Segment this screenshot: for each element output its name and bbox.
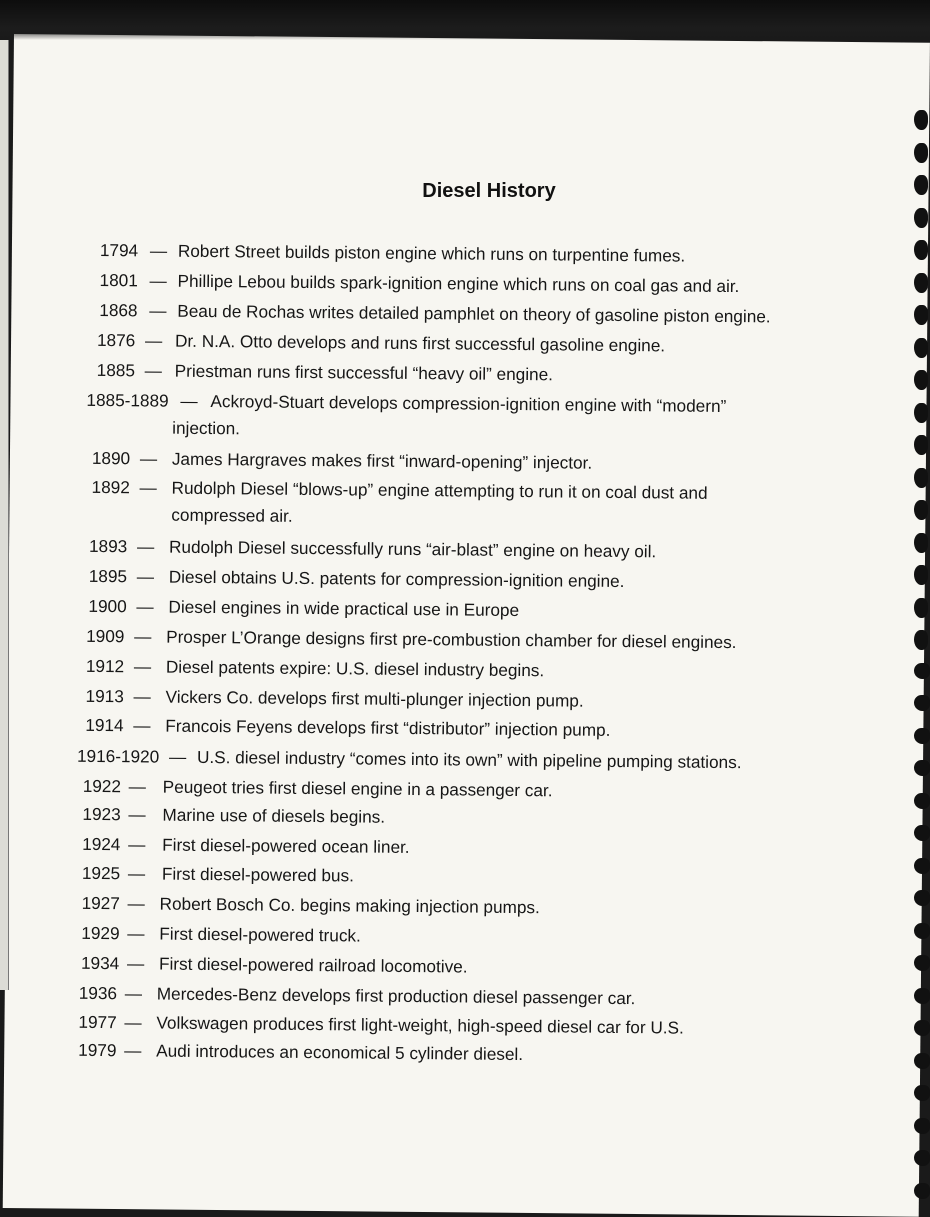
- entry-text: Prosper L’Orange designs first pre-combustion chamber for diesel engines.: [166, 626, 737, 653]
- entry-dash: —: [124, 1012, 142, 1033]
- binding-hole: [914, 370, 928, 390]
- entry-dash: —: [128, 776, 147, 797]
- entry-year: 1936: [78, 982, 118, 1004]
- binding-hole: [914, 1085, 930, 1101]
- scan-top-shadow: [0, 0, 930, 40]
- entry-year: 1913: [85, 685, 124, 707]
- binding-hole: [914, 1150, 930, 1166]
- binding-hole: [914, 1118, 930, 1134]
- binding-hole: [914, 208, 928, 228]
- entry-text: U.S. diesel industry “comes into its own” with pipeline pumping stations.: [196, 746, 742, 773]
- entry-text: First diesel-powered truck.: [159, 923, 361, 946]
- binding-hole: [914, 565, 928, 585]
- binding-hole: [914, 1053, 930, 1069]
- entry-year: 1876: [96, 329, 136, 351]
- entry-dash: —: [126, 953, 145, 974]
- entry-dash: —: [133, 715, 151, 736]
- entry-dash: —: [149, 300, 167, 321]
- entry-year: 1890: [91, 447, 131, 469]
- entry-text: Ackroyd-Stuart develops compression-ignition engine with “modern”: [210, 391, 727, 416]
- entry-dash: —: [136, 596, 154, 617]
- binding-hole: [914, 305, 928, 325]
- entry-text: First diesel-powered bus.: [161, 863, 355, 886]
- entry-year: 1923: [82, 803, 121, 825]
- binding-hole: [914, 273, 928, 293]
- entry-year: 1925: [81, 862, 121, 884]
- entry-year: 1927: [81, 892, 120, 914]
- entry-text: First diesel-powered ocean liner.: [162, 834, 410, 857]
- entry-year: 1892: [91, 476, 130, 498]
- entry-text: Phillipe Lebou builds spark-ignition engine which runs on coal gas and air.: [177, 270, 740, 297]
- spiral-binding: [896, 90, 930, 1208]
- binding-hole: [914, 825, 930, 841]
- binding-hole: [914, 1020, 930, 1036]
- entry-dash: —: [124, 1040, 142, 1061]
- entry-text: Audi introduces an economical 5 cylinder diesel.: [156, 1040, 524, 1065]
- entry-text: Francois Feyens develops first “distributor” injection pump.: [165, 715, 611, 740]
- entry-year: 1895: [88, 565, 128, 587]
- binding-hole: [914, 760, 930, 776]
- entry-dash: —: [124, 983, 143, 1004]
- entry-year: 1979: [78, 1039, 117, 1061]
- binding-hole: [914, 728, 930, 744]
- binding-hole: [914, 403, 928, 423]
- entry-year: 1924: [82, 833, 121, 855]
- entry-text: Peugeot tries first diesel engine in a passenger car.: [162, 776, 553, 801]
- entry-year: 1934: [80, 952, 120, 974]
- entry-dash: —: [136, 536, 155, 557]
- entry-text: Volkswagen produces first light-weight, high-speed diesel car for U.S.: [156, 1012, 684, 1038]
- binding-hole: [914, 598, 928, 618]
- entry-year: 1900: [88, 595, 127, 617]
- entry-year: 1916-1920: [76, 745, 160, 767]
- entry-text: Robert Bosch Co. begins making injection pumps.: [159, 893, 540, 918]
- entry-text: Diesel obtains U.S. patents for compression-ignition engine.: [168, 566, 625, 592]
- entry-dash: —: [134, 626, 152, 647]
- binding-hole: [914, 695, 930, 711]
- entry-text: First diesel-powered railroad locomotive.: [158, 953, 468, 977]
- entry-year: 1885-1889: [86, 389, 169, 411]
- binding-hole: [914, 663, 930, 679]
- binding-hole: [914, 338, 928, 358]
- entry-year: 1893: [88, 535, 128, 557]
- entry-dash: —: [128, 834, 146, 855]
- entry-dash: —: [136, 566, 155, 587]
- entry-text: Beau de Rochas writes detailed pamphlet on theory of gasoline piston engine.: [177, 300, 771, 327]
- entry-year: 1929: [81, 922, 120, 944]
- entry-dash: —: [144, 330, 163, 351]
- entry-text: Rudolph Diesel successfully runs “air-blast” engine on heavy oil.: [168, 536, 657, 562]
- entry-dash: —: [128, 804, 146, 825]
- entry-year: 1977: [78, 1011, 117, 1033]
- entry-dash: —: [127, 923, 145, 944]
- binding-hole: [914, 858, 930, 874]
- entry-dash: —: [149, 270, 167, 291]
- entry-dash: —: [139, 477, 157, 498]
- binding-hole: [914, 533, 928, 553]
- entry-text: Priestman runs first successful “heavy oil” engine.: [174, 360, 554, 385]
- binding-hole: [914, 1183, 930, 1199]
- entry-year: 1912: [85, 655, 125, 677]
- binding-hole: [914, 143, 928, 163]
- entry-dash: —: [180, 390, 198, 411]
- entry-text-continued: injection.: [172, 417, 241, 439]
- entry-year: 1885: [96, 359, 136, 381]
- binding-hole: [914, 468, 928, 488]
- binding-hole: [914, 240, 928, 260]
- binding-hole: [914, 500, 928, 520]
- binding-hole: [914, 988, 930, 1004]
- entry-dash: —: [133, 686, 151, 707]
- binding-hole: [914, 110, 928, 130]
- entry-text: Diesel engines in wide practical use in Europe: [168, 596, 520, 620]
- entry-year: 1794: [99, 239, 139, 261]
- binding-hole: [914, 955, 930, 971]
- entry-text: Mercedes-Benz develops first production diesel passenger car.: [156, 983, 636, 1009]
- entry-text: Marine use of diesels begins.: [162, 804, 386, 827]
- entry-dash: —: [168, 746, 187, 767]
- entry-dash: —: [127, 863, 146, 884]
- binding-hole: [914, 630, 928, 650]
- entry-year: 1914: [85, 714, 124, 736]
- entry-year: 1922: [82, 775, 122, 797]
- entry-year: 1868: [99, 299, 138, 321]
- entry-dash: —: [127, 893, 145, 914]
- entry-dash: —: [139, 448, 158, 469]
- binding-hole: [914, 890, 930, 906]
- entry-text: Dr. N.A. Otto develops and runs first successful gasoline engine.: [174, 330, 666, 356]
- page-title: Diesel History: [422, 180, 556, 202]
- entry-year: 1801: [99, 269, 138, 291]
- entry-text: Robert Street builds piston engine which runs on turpentine fumes.: [177, 240, 686, 266]
- entry-text: Diesel patents expire: U.S. diesel industry begins.: [165, 656, 545, 681]
- entry-text: Rudolph Diesel “blows-up” engine attempting to run it on coal dust and: [171, 477, 708, 503]
- binding-hole: [914, 923, 930, 939]
- entry-dash: —: [144, 360, 163, 381]
- entry-dash: —: [133, 656, 152, 677]
- entry-text-continued: compressed air.: [171, 504, 293, 526]
- binding-hole: [914, 793, 930, 809]
- entry-dash: —: [149, 240, 168, 261]
- entry-year: 1909: [86, 625, 125, 647]
- entry-text: James Hargraves makes first “inward-opening” injector.: [171, 448, 593, 473]
- binding-hole: [914, 435, 928, 455]
- entry-text: Vickers Co. develops first multi-plunger injection pump.: [165, 686, 584, 711]
